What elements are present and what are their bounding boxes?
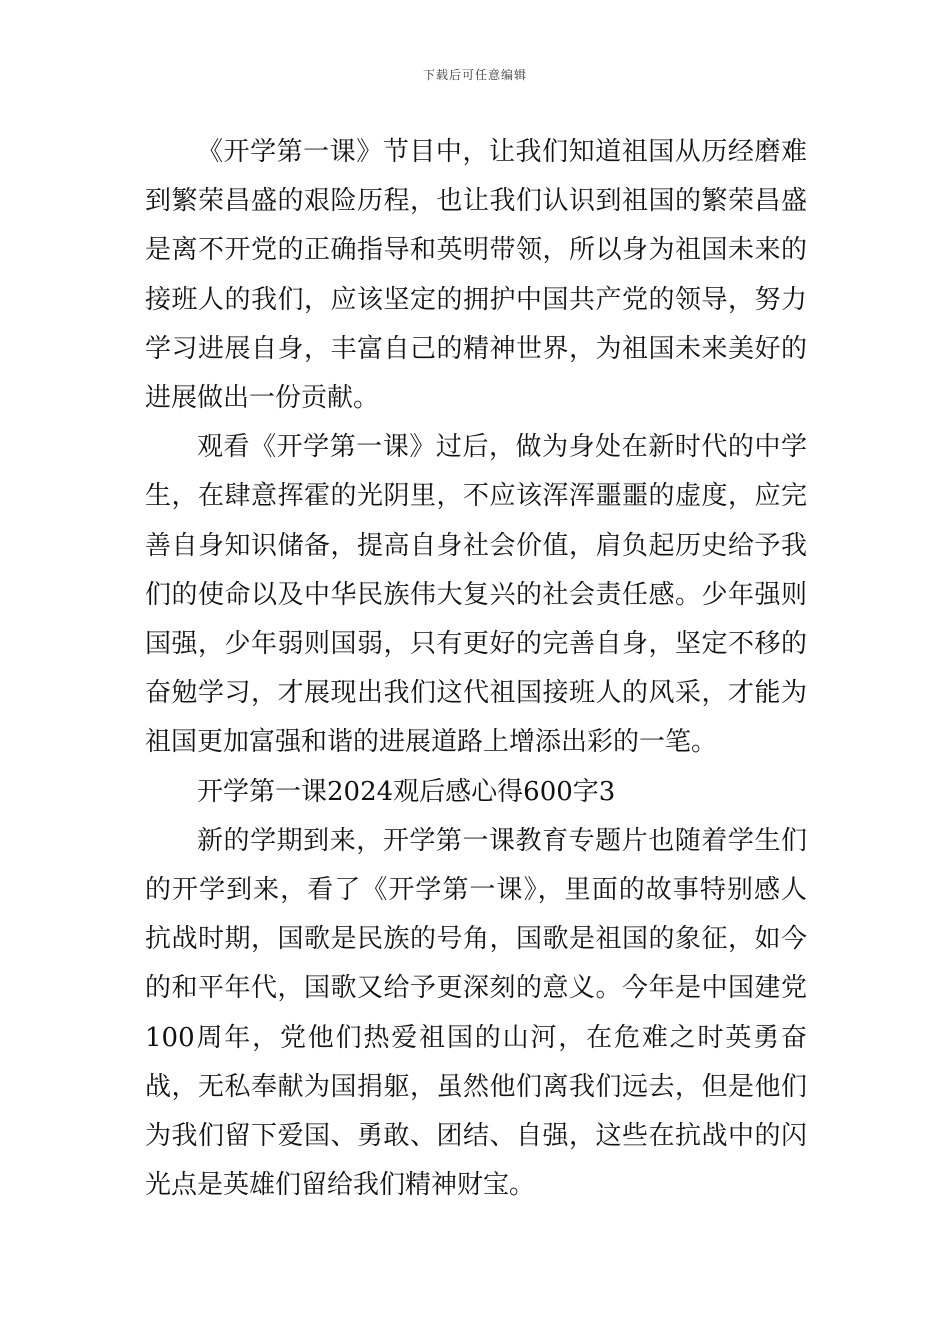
paragraph-3: 新的学期到来，开学第一课教育专题片也随着学生们的开学到来，看了《开学第一课》，里面的故事特别感人抗战时期，国歌是民族的号角，国歌是祖国的象征，如今的和平年代，国歌又给予更深刻的意义。今年是中国建党100周年，党他们热爱祖国的山河，在危难之时英勇奋战，无私奉献为国捐躯，虽然他们离我们远去，但是他们为我们留下爱国、勇敢、团结、自强，这些在抗战中的闪光点是英雄们留给我们精神财宝。 [145, 825, 807, 1201]
section-heading: 开学第一课2024观后感心得600字3 [197, 776, 616, 807]
header-note: 下载后可任意编辑 [422, 68, 527, 82]
paragraph-2: 观看《开学第一课》过后，做为身处在新时代的中学生，在肆意挥霍的光阴里，不应该浑浑噩噩的虚度，应完善自身知识储备，提高自身社会价值，肩负起历史给予我们的使命以及中华民族伟大复兴的社会责任感。少年强则国强，少年弱则国弱，只有更好的完善自身，坚定不移的奋勉学习，才展现出我们这代祖国接班人的风采，才能为祖国更加富强和谐的进展道路上增添出彩的一笔。 [145, 432, 807, 758]
paragraph-1: 《开学第一课》节目中，让我们知道祖国从历经磨难到繁荣昌盛的艰险历程，也让我们认识到祖国的繁荣昌盛是离不开党的正确指导和英明带领，所以身为祖国未来的接班人的我们，应该坚定的拥护中国共产党的领导，努力学习进展自身，丰富自己的精神世界，为祖国未来美好的进展做出一份贡献。 [145, 137, 807, 414]
document-body [145, 128, 807, 1210]
